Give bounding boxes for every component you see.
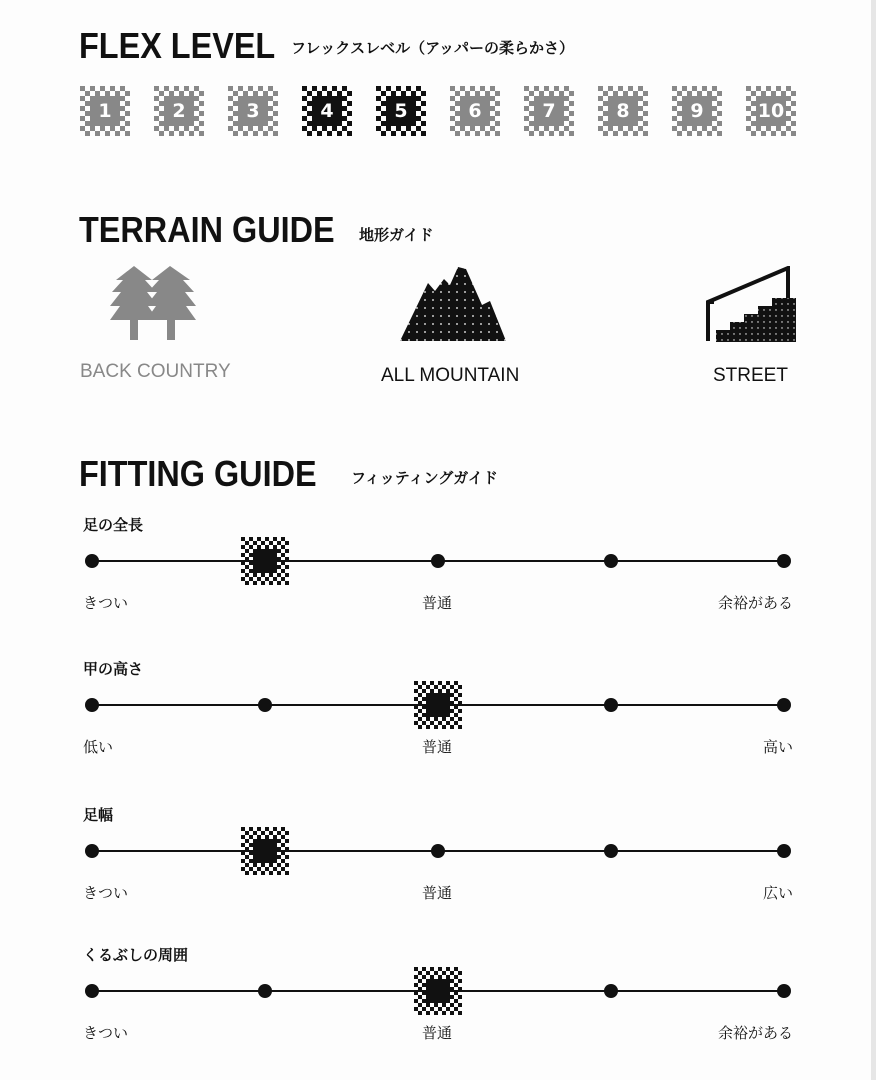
fitting-row-label: くるぶしの周囲: [83, 946, 189, 964]
flex-level-4: [302, 86, 352, 136]
fitting-scale-dot: [777, 984, 791, 998]
fitting-scale-dot: [258, 698, 272, 712]
fitting-mid-label: 普通: [422, 1024, 453, 1042]
fitting-scale-dot: [431, 554, 445, 568]
flex-level-5: [376, 86, 426, 136]
fitting-low-label: きつい: [83, 1024, 129, 1042]
mountain-icon: [398, 265, 508, 343]
flex-level-number: 6: [468, 100, 482, 122]
fitting-row-label: 足の全長: [83, 516, 144, 534]
stairs-rail-icon: [702, 266, 798, 342]
flex-level-number: 2: [172, 100, 186, 122]
fitting-scale-dot: [85, 844, 99, 858]
flex-level-number: 9: [690, 100, 704, 122]
flex-level-9: [672, 86, 722, 136]
terrain-all-mountain-label: ALL MOUNTAIN: [381, 365, 520, 386]
flex-level-8: [598, 86, 648, 136]
fitting-high-label: 余裕がある: [717, 594, 793, 612]
fitting-row: [0, 662, 876, 762]
fitting-high-label: 余裕がある: [717, 1024, 793, 1042]
fitting-row: [0, 808, 876, 908]
fitting-scale-dot: [85, 698, 99, 712]
flex-level-subtitle: フレックスレベル（アッパーの柔らかさ）: [291, 39, 575, 57]
flex-level-number: 3: [246, 100, 260, 122]
flex-level-number: 8: [616, 100, 630, 122]
fitting-scale-dot: [604, 554, 618, 568]
fitting-scale-dot: [777, 844, 791, 858]
fitting-row-label: 甲の高さ: [83, 660, 144, 678]
flex-level-2: [154, 86, 204, 136]
flex-level-1: [80, 86, 130, 136]
fitting-scale-dot: [604, 698, 618, 712]
fitting-scale-dot: [431, 844, 445, 858]
fitting-scale-dot: [604, 844, 618, 858]
fitting-scale-dot: [258, 984, 272, 998]
fitting-high-label: 広い: [762, 884, 793, 902]
terrain-back-country-label: BACK COUNTRY: [80, 361, 231, 382]
fitting-row: [0, 518, 876, 618]
fitting-value-marker: [241, 537, 289, 585]
fitting-row-label: 足幅: [83, 806, 114, 824]
fitting-scale-dot: [777, 698, 791, 712]
terrain-guide-title: TERRAIN GUIDE: [79, 209, 335, 250]
flex-level-10: [746, 86, 796, 136]
fitting-scale-dot: [85, 554, 99, 568]
trees-icon: [110, 266, 200, 342]
flex-level-6: [450, 86, 500, 136]
flex-level-3: [228, 86, 278, 136]
fitting-scale-dot: [85, 984, 99, 998]
flex-level-number: 10: [757, 100, 785, 122]
fitting-guide-title: FITTING GUIDE: [79, 453, 317, 494]
fitting-value-marker: [241, 827, 289, 875]
fitting-scale-dot: [604, 984, 618, 998]
flex-level-7: [524, 86, 574, 136]
flex-level-number: 5: [394, 100, 408, 122]
fitting-row: [0, 948, 876, 1048]
flex-level-number: 7: [542, 100, 556, 122]
fitting-mid-label: 普通: [422, 738, 453, 756]
flex-level-number: 1: [98, 100, 112, 122]
fitting-mid-label: 普通: [422, 884, 453, 902]
fitting-low-label: きつい: [83, 884, 129, 902]
fitting-guide-subtitle: フィッティングガイド: [351, 469, 498, 487]
flex-level-number: 4: [320, 100, 334, 122]
flex-level-title: FLEX LEVEL: [79, 25, 276, 66]
fitting-value-marker: [414, 967, 462, 1015]
fitting-scale-dot: [777, 554, 791, 568]
flex-level-scale: [80, 86, 800, 136]
fitting-low-label: きつい: [83, 594, 129, 612]
fitting-mid-label: 普通: [422, 594, 453, 612]
terrain-street-label: STREET: [713, 365, 788, 386]
fitting-high-label: 高い: [762, 738, 793, 756]
terrain-guide-subtitle: 地形ガイド: [359, 226, 434, 244]
fitting-value-marker: [414, 681, 462, 729]
fitting-low-label: 低い: [83, 738, 114, 756]
